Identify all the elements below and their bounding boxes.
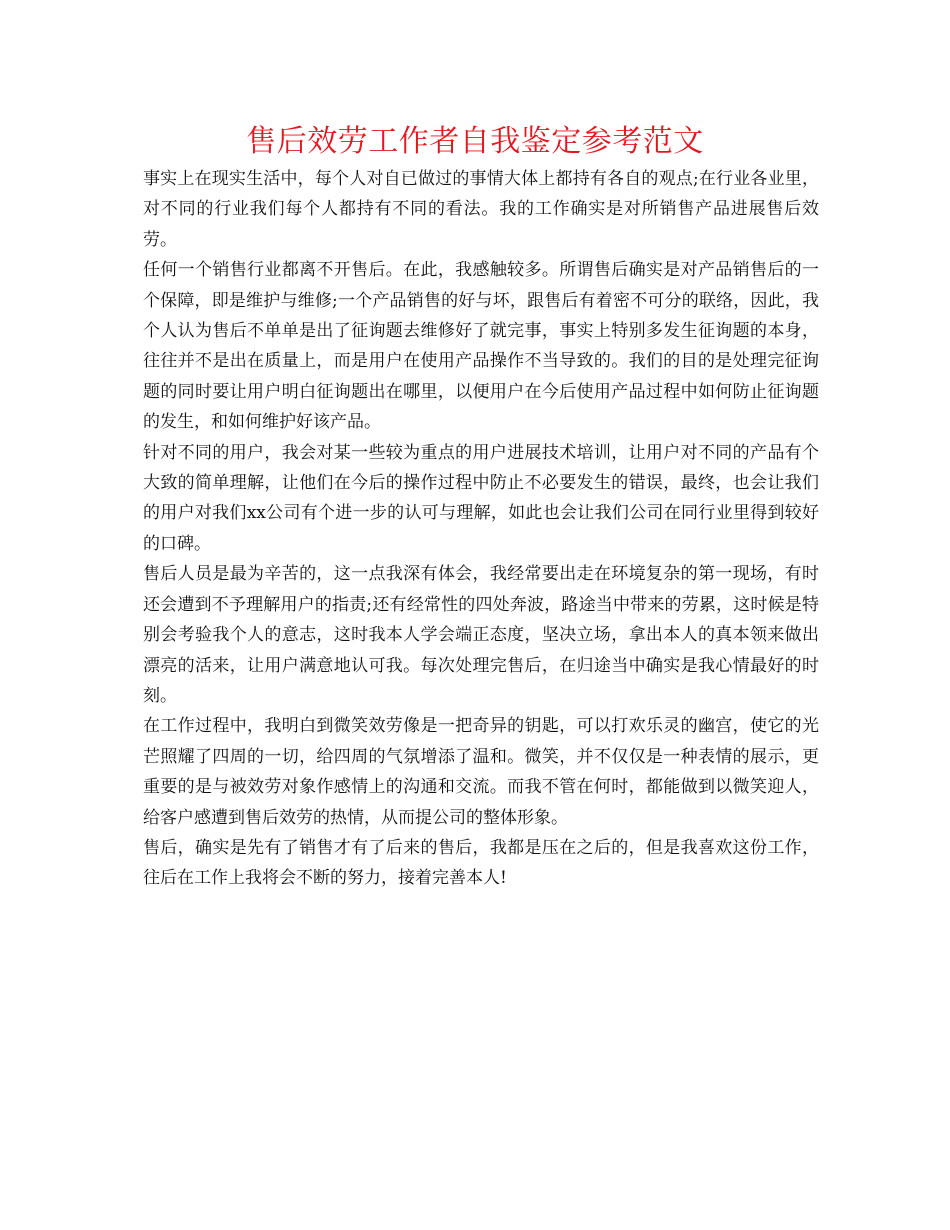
paragraph: 任何一个销售行业都离不开售后。在此，我感触较多。所谓售后确实是对产品销售后的一个保障，即是维护与维修;一个产品销售的好与坏，跟售后有着密不可分的联络，因此，我个人认为售后不单单是出了征询题去维修好了就完事，事实上特别多发生征询题的本身，往往并不是出在质量上，而是用户在使用产品操作不当导致的。我们的目的是处理完征询题的同时要让用户明白征询题出在哪里，以便用户在今后使用产品过程中如何防止征询题的发生，和如何维护好该产品。 [143,260,819,433]
paragraph: 售后，确实是先有了销售才有了后来的售后，我都是压在之后的，但是我喜欢这份工作，往后在工作上我将会不断的努力，接着完善本人! [143,837,819,889]
paragraph: 在工作过程中，我明白到微笑效劳像是一把奇异的钥匙，可以打欢乐灵的幽宫，使它的光芒照耀了四周的一切，给四周的气氛增添了温和。微笑，并不仅仅是一种表情的展示，更重要的是与被效劳对象作感情上的沟通和交流。而我不管在何时，都能做到以微笑迎人，给客户感遭到售后效劳的热情，从而提公司的整体形象。 [143,716,819,828]
paragraph: 针对不同的用户，我会对某一些较为重点的用户进展技术培训，让用户对不同的产品有个大致的简单理解，让他们在今后的操作过程中防止不必要发生的错误，最终，也会让我们的用户对我们xx公司有个进一步的认可与理解，如此也会让我们公司在同行业里得到较好的口碑。 [143,442,819,554]
document-body [143,164,819,894]
paragraph: 售后人员是最为辛苦的，这一点我深有体会，我经常要出走在环境复杂的第一现场，有时还会遭到不予理解用户的指责;还有经常性的四处奔波，路途当中带来的劳累，这时候是特别会考验我个人的意志，这时我本人学会端正态度，坚决立场，拿出本人的真本领来做出漂亮的活来，让用户满意地认可我。每次处理完售后，在归途当中确实是我心情最好的时刻。 [143,564,819,706]
paragraph: 事实上在现实生活中，每个人对自已做过的事情大体上都持有各自的观点;在行业各业里，对不同的行业我们每个人都持有不同的看法。我的工作确实是对所销售产品进展售后效劳。 [143,169,819,250]
document-title: 售后效劳工作者自我鉴定参考范文 [246,124,704,159]
